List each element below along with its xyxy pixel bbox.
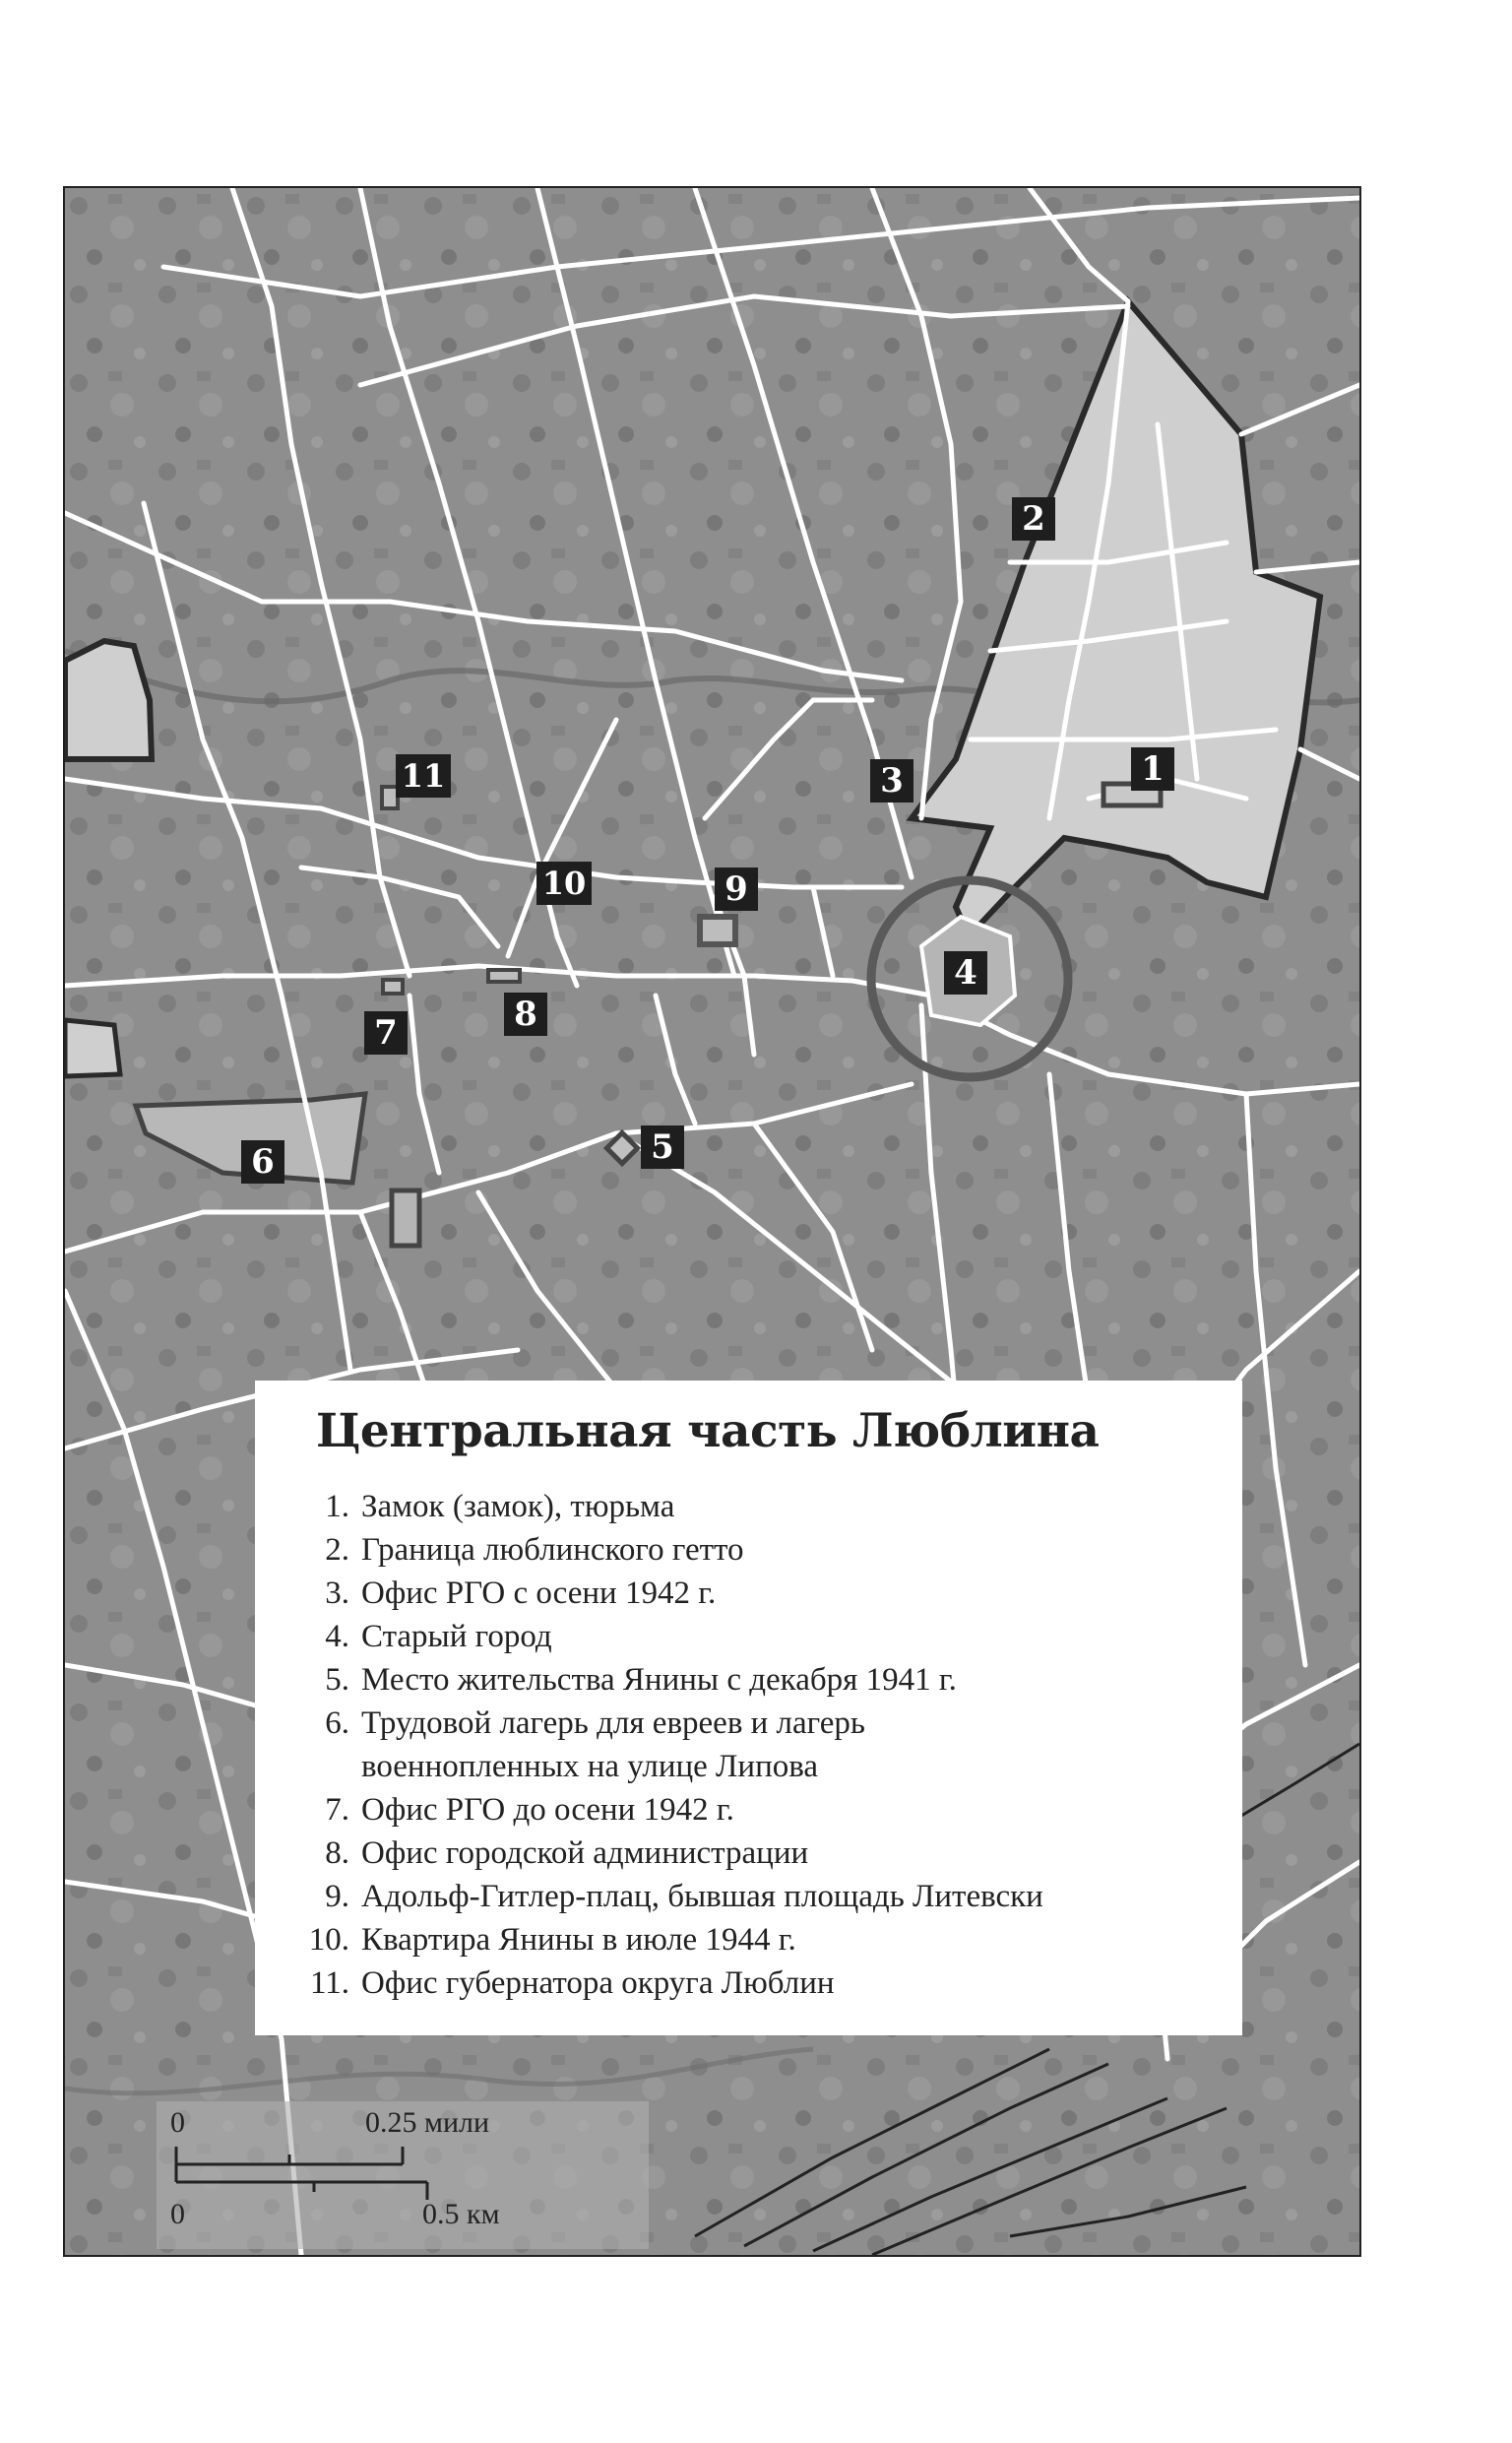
scale-ruler bbox=[157, 2101, 649, 2249]
legend-item bbox=[292, 1528, 1218, 1572]
marker-6-label: 6 bbox=[251, 1142, 275, 1182]
map-title: Центральная часть Люблина bbox=[316, 1404, 1100, 1458]
legend-item bbox=[292, 1702, 1218, 1788]
marker-4[interactable] bbox=[944, 951, 987, 995]
legend-item bbox=[292, 1788, 1218, 1832]
marker-5-label: 5 bbox=[651, 1127, 674, 1167]
legend-text: Квартира Янины в июле 1944 г. bbox=[361, 1922, 796, 1958]
legend-number: 4. bbox=[325, 1619, 349, 1654]
legend-item bbox=[292, 1832, 1218, 1875]
marker-10[interactable] bbox=[536, 862, 592, 905]
legend-number: 3. bbox=[325, 1575, 349, 1611]
legend-number: 8. bbox=[325, 1835, 349, 1871]
legend-item bbox=[292, 1918, 1218, 1961]
lipowa-building bbox=[392, 1190, 419, 1246]
marker-3[interactable] bbox=[870, 759, 914, 803]
legend-item bbox=[292, 1961, 1218, 2005]
legend-item bbox=[292, 1875, 1218, 1918]
legend-item bbox=[292, 1658, 1218, 1702]
scale-km-zero: 0 bbox=[170, 2198, 185, 2230]
city-admin-building bbox=[488, 970, 520, 982]
marker-8[interactable] bbox=[504, 993, 547, 1036]
marker-7[interactable] bbox=[364, 1011, 408, 1055]
legend-number: 10. bbox=[308, 1922, 349, 1958]
legend-text: Место жительства Янины с декабря 1941 г. bbox=[361, 1662, 957, 1698]
marker-2-label: 2 bbox=[1022, 499, 1045, 539]
legend-text: Офис губернатора округа Люблин bbox=[361, 1965, 835, 2001]
map-frame bbox=[63, 186, 1361, 2257]
legend-text: Замок (замок), тюрьма bbox=[361, 1489, 675, 1524]
marker-7-label: 7 bbox=[374, 1013, 398, 1053]
legend-number: 1. bbox=[325, 1489, 349, 1524]
legend-number: 2. bbox=[325, 1532, 349, 1568]
legend-text: Граница люблинского гетто bbox=[361, 1532, 744, 1568]
legend-number: 9. bbox=[325, 1879, 349, 1914]
marker-11-label: 11 bbox=[401, 757, 446, 795]
marker-9[interactable] bbox=[715, 868, 758, 911]
office-rgo-building bbox=[383, 980, 403, 994]
marker-3-label: 3 bbox=[880, 761, 904, 801]
legend-number: 7. bbox=[325, 1792, 349, 1828]
marker-1[interactable] bbox=[1131, 747, 1174, 791]
scale-miles-zero: 0 bbox=[170, 2106, 185, 2139]
west-boundary-area-lower bbox=[65, 1020, 120, 1076]
marker-11[interactable] bbox=[396, 754, 451, 798]
legend-number: 6. bbox=[325, 1705, 349, 1741]
marker-5[interactable] bbox=[641, 1125, 684, 1169]
legend-box bbox=[255, 1381, 1242, 2035]
legend-item bbox=[292, 1615, 1218, 1658]
marker-1-label: 1 bbox=[1141, 749, 1165, 789]
scale-km-label: 0.5 км bbox=[422, 2198, 500, 2230]
legend-text: Старый город bbox=[361, 1619, 552, 1654]
legend-text: Адольф-Гитлер-плац, бывшая площадь Литевски bbox=[361, 1879, 1043, 1914]
legend-text: Офис РГО с осени 1942 г. bbox=[361, 1575, 717, 1611]
legend-list bbox=[292, 1485, 1218, 2005]
legend-item bbox=[292, 1572, 1218, 1615]
legend-number: 5. bbox=[325, 1662, 349, 1698]
legend-item bbox=[292, 1485, 1218, 1528]
square-building bbox=[700, 917, 735, 944]
marker-4-label: 4 bbox=[954, 953, 977, 993]
legend-number: 11. bbox=[309, 1965, 349, 2001]
marker-6[interactable] bbox=[241, 1140, 284, 1184]
marker-9-label: 9 bbox=[724, 869, 748, 909]
west-boundary-area bbox=[65, 641, 152, 759]
marker-10-label: 10 bbox=[541, 865, 587, 902]
legend-text: Трудовой лагерь для евреев и лагерь военнопленных на улице Липова bbox=[361, 1705, 865, 1784]
scale-miles-label: 0.25 мили bbox=[365, 2106, 490, 2139]
scale-bar bbox=[157, 2101, 649, 2249]
marker-2[interactable] bbox=[1012, 497, 1055, 541]
legend-text: Офис городской администрации bbox=[361, 1835, 809, 1871]
legend-text: Офис РГО до осени 1942 г. bbox=[361, 1792, 734, 1828]
marker-8-label: 8 bbox=[514, 995, 537, 1034]
